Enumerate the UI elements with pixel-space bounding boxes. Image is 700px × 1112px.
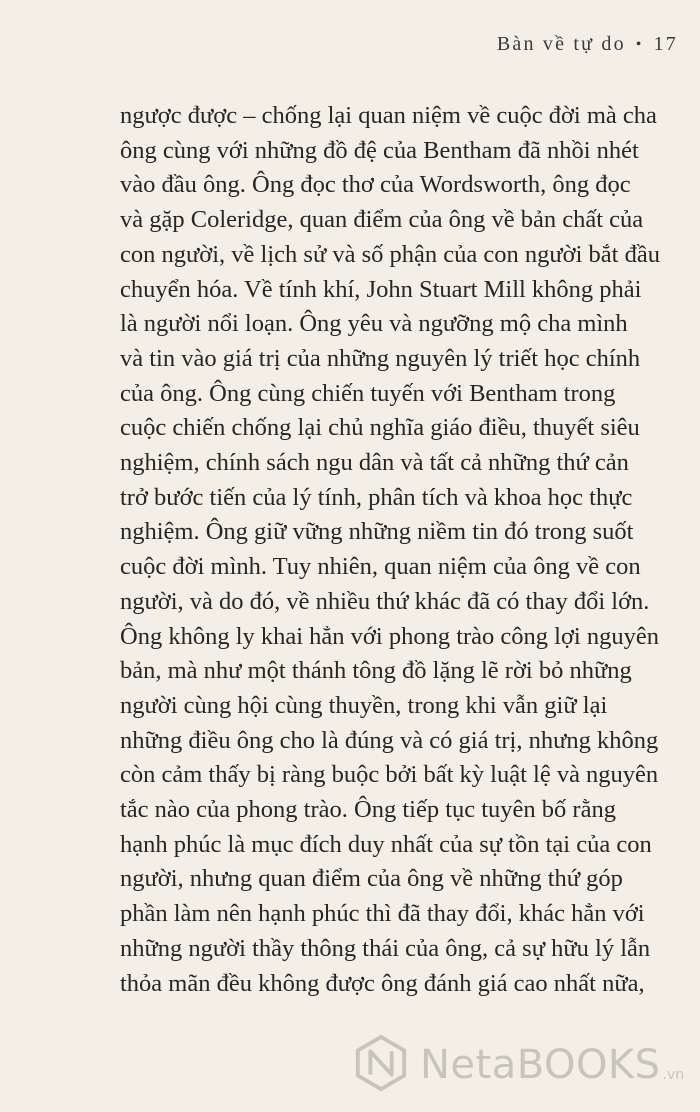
text-line: nghiệm, chính sách ngu dân và tất cả những thứ cản bbox=[120, 449, 629, 477]
watermark-brand: NetaBOOKS bbox=[420, 1042, 661, 1088]
text-line: cuộc chiến chống lại chủ nghĩa giáo điều, thuyết siêu bbox=[120, 414, 640, 442]
header-bullet: • bbox=[635, 36, 644, 53]
page-number: 17 bbox=[653, 33, 678, 55]
text-line: tắc nào của phong trào. Ông tiếp tục tuyên bố rằng bbox=[120, 796, 616, 824]
text-line: chuyển hóa. Về tính khí, John Stuart Mill không phải bbox=[120, 275, 642, 303]
text-line: ngược được – chống lại quan niệm về cuộc đời mà cha bbox=[120, 102, 657, 129]
text-line: Ông không ly khai hẳn với phong trào công lợi nguyên bbox=[120, 622, 659, 650]
text-line: còn cảm thấy bị ràng buộc bởi bất kỳ luật lệ và nguyên bbox=[120, 761, 659, 789]
text-line: bản, mà như một thánh tông đồ lặng lẽ rời bỏ những bbox=[120, 657, 632, 685]
text-line: thỏa mãn đều không được ông đánh giá cao nhất nữa, bbox=[120, 969, 645, 997]
text-line: vào đầu ông. Ông đọc thơ của Wordsworth, ông đọc bbox=[120, 171, 631, 199]
text-line: là người nổi loạn. Ông yêu và ngưỡng mộ cha mình bbox=[120, 310, 628, 338]
text-line: của ông. Ông cùng chiến tuyến với Bentham trong bbox=[120, 379, 616, 407]
header-title: Bàn về tự do bbox=[496, 33, 626, 55]
netabooks-logo-icon bbox=[352, 1034, 420, 1096]
text-line: cuộc đời mình. Tuy nhiên, quan niệm của ông về con bbox=[120, 553, 641, 581]
body-text bbox=[120, 99, 660, 1001]
text-line: những điều ông cho là đúng và có giá trị, nhưng không bbox=[120, 726, 659, 754]
text-line: người cùng hội cùng thuyền, trong khi vẫn giữ lại bbox=[120, 691, 608, 719]
text-line: người, và do đó, về nhiều thứ khác đã có thay đổi lớn. bbox=[120, 587, 650, 615]
text-line: những người thầy thông thái của ông, cả sự hữu lý lẫn bbox=[120, 934, 651, 962]
watermark bbox=[352, 1034, 684, 1096]
text-line: con người, về lịch sử và số phận của con người bắt đầu bbox=[120, 240, 660, 268]
text-line: nghiệm. Ông giữ vững những niềm tin đó trong suốt bbox=[120, 518, 634, 546]
text-line: ông cùng với những đồ đệ của Bentham đã nhồi nhét bbox=[120, 136, 639, 164]
text-line: và tin vào giá trị của những nguyên lý triết học chính bbox=[120, 344, 641, 372]
text-line: trở bước tiến của lý tính, phân tích và khoa học thực bbox=[120, 483, 633, 511]
watermark-suffix: .vn bbox=[662, 1067, 685, 1083]
text-line: hạnh phúc là mục đích duy nhất của sự tồn tại của con bbox=[120, 830, 652, 858]
text-line: và gặp Coleridge, quan điểm của ông về bản chất của bbox=[120, 206, 644, 234]
text-line: phần làm nên hạnh phúc thì đã thay đổi, khác hẳn với bbox=[120, 900, 645, 928]
text-line: người, nhưng quan điểm của ông về những thứ góp bbox=[120, 865, 623, 893]
running-header bbox=[497, 33, 678, 56]
